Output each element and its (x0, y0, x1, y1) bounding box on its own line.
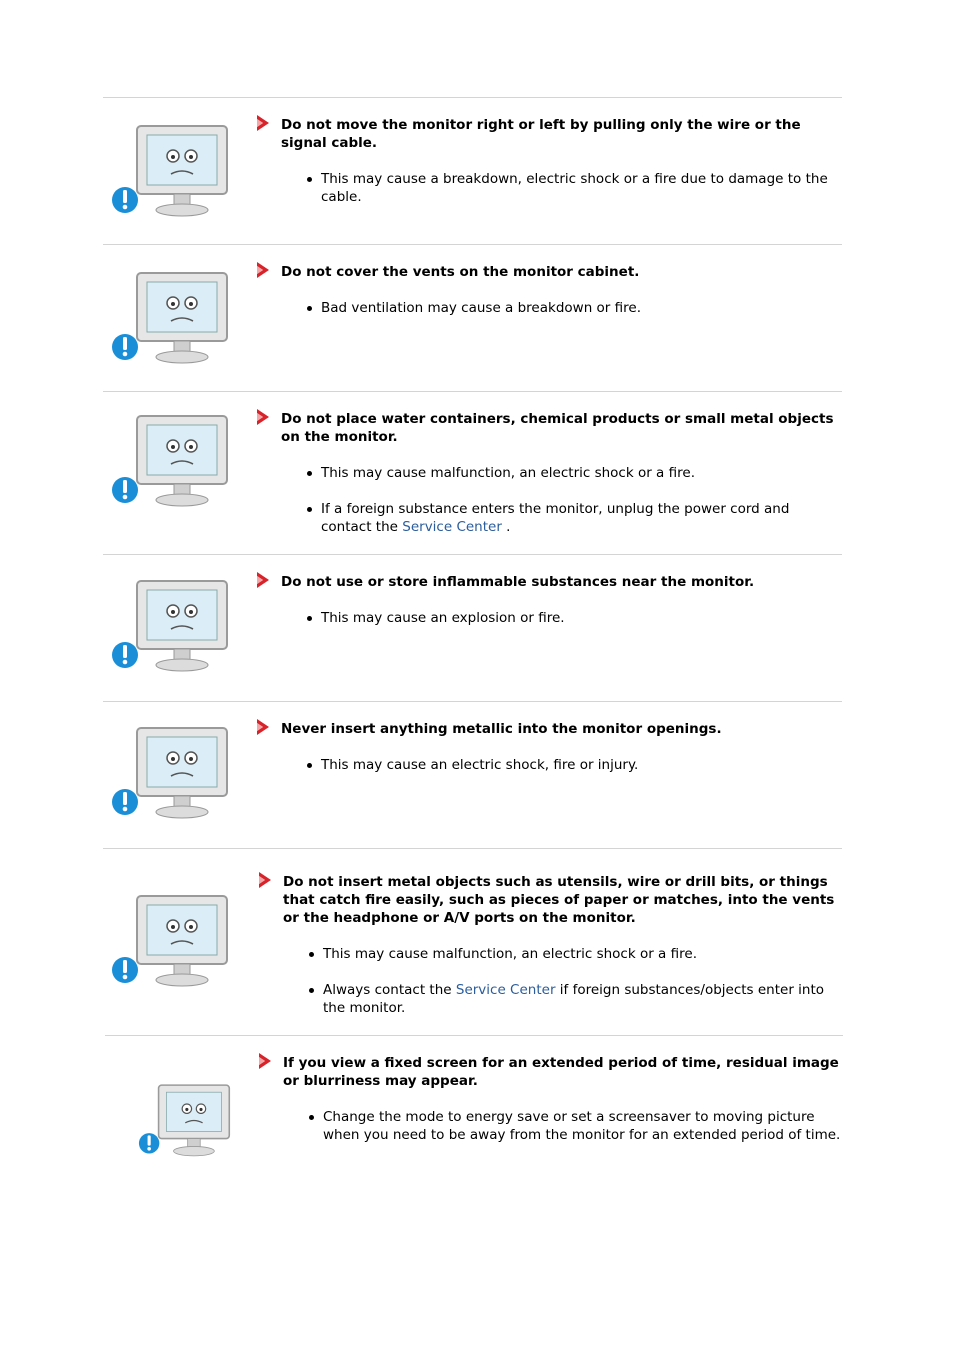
monitor-fixed-screen-illustration (135, 1058, 245, 1183)
list-item: This may cause malfunction, an electric shock or a fire. (257, 945, 842, 963)
monitor-covered-vents-illustration (107, 263, 247, 373)
list-item: Change the mode to energy save or set a screensaver to moving picture when you need to be away from the monitor for an extended period of time. (257, 1108, 843, 1144)
arrow-icon (255, 408, 271, 426)
arrow-icon (255, 261, 271, 279)
arrow-icon (257, 1052, 273, 1070)
service-center-link[interactable]: Service Center (402, 519, 502, 535)
warning-heading: Do not insert metal objects such as utensils, wire or drill bits, or things that catch fire easily, such as pieces of paper or matches, into the vents or the headphone or A/V ports on the monitor. (257, 873, 842, 927)
warning-heading: If you view a fixed screen for an extended period of time, residual image or blurriness may appear. (257, 1054, 843, 1090)
arrow-icon (257, 871, 273, 889)
warning-section (103, 554, 842, 702)
arrow-icon (255, 571, 271, 589)
monitor-metal-objects-ports-illustration (107, 871, 247, 1011)
warning-section (103, 97, 842, 245)
monitor-inflammable-illustration (107, 571, 247, 681)
monitor-metallic-insert-illustration (107, 718, 247, 828)
list-item: If a foreign substance enters the monitor, unplug the power cord and contact the Service Center . (255, 500, 842, 536)
warning-heading: Do not use or store inflammable substances near the monitor. (255, 573, 842, 591)
warning-section (105, 1035, 843, 1196)
warning-heading: Do not place water containers, chemical products or small metal objects on the monitor. (255, 410, 842, 446)
list-item: This may cause malfunction, an electric shock or a fire. (255, 464, 842, 482)
warning-section (103, 848, 842, 1036)
service-center-link[interactable]: Service Center (455, 982, 556, 998)
warning-heading: Do not move the monitor right or left by pulling only the wire or the signal cable. (255, 116, 842, 152)
arrow-icon (255, 114, 271, 132)
arrow-icon (255, 718, 271, 736)
warning-section (103, 391, 842, 555)
warning-section (103, 701, 842, 849)
list-item: This may cause an electric shock, fire or injury. (255, 756, 842, 774)
warning-heading: Do not cover the vents on the monitor cabinet. (255, 263, 842, 281)
list-item: This may cause a breakdown, electric shock or a fire due to damage to the cable. (255, 170, 842, 206)
monitor-objects-on-top-illustration (107, 406, 247, 516)
warning-section (103, 244, 842, 392)
monitor-cable-illustration (107, 116, 247, 226)
list-item: This may cause an explosion or fire. (255, 609, 842, 627)
list-item: Always contact the Service Center if foreign substances/objects enter into the monitor. (257, 981, 842, 1017)
list-item: Bad ventilation may cause a breakdown or fire. (255, 299, 842, 317)
warning-heading: Never insert anything metallic into the monitor openings. (255, 720, 842, 738)
